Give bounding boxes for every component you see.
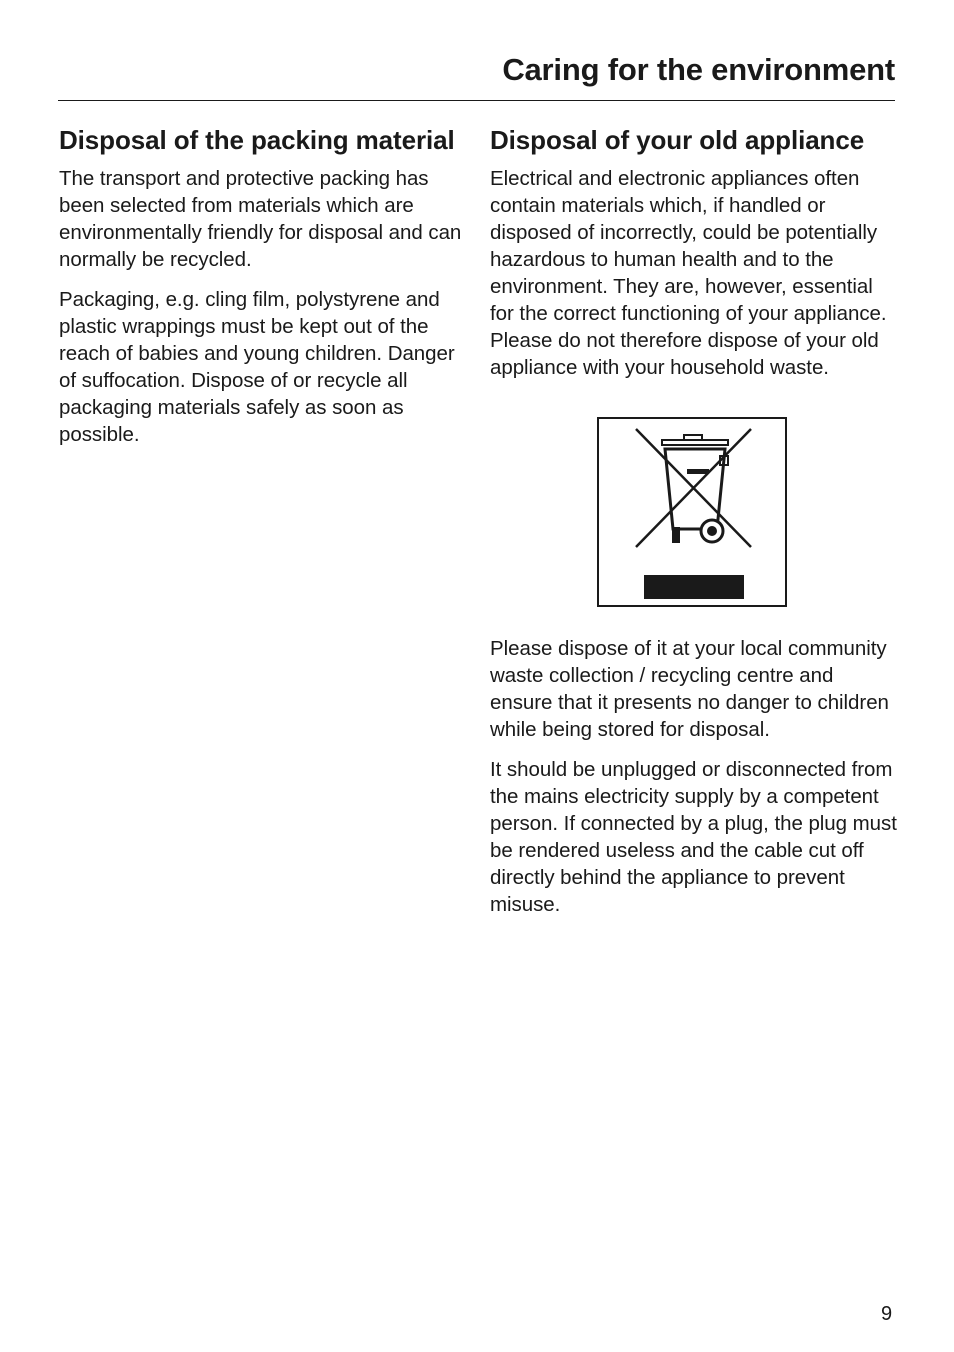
old-appliance-paragraph: Electrical and electronic appliances often contain materials which, if handled or disposed of incorrectly, could be potentially hazardous to human health and to the environment. They are, however, essential for the correct functioning of your appliance. Please do not therefore dispose of your old appliance with your household waste. (490, 167, 887, 379)
old-appliance-section (490, 124, 900, 931)
packing-material-paragraph: Packaging, e.g. cling film, polystyrene and plastic wrappings must be kept out of the reach of babies and young children. Danger of suffocation. Dispose of or recycle all packaging materials safely as soon as possible. (59, 288, 455, 446)
packing-material-section (59, 124, 471, 461)
packing-material-heading: Disposal of the packing material (59, 125, 455, 155)
packing-material-paragraph: The transport and protective packing has been selected from materials which are environmentally friendly for disposal and can normally be recycled. (59, 167, 462, 271)
header-divider (58, 100, 895, 101)
crossed-out-wheelie-bin-icon (599, 419, 785, 605)
old-appliance-heading: Disposal of your old appliance (490, 125, 865, 155)
old-appliance-paragraph: It should be unplugged or disconnected from the mains electricity supply by a competent person. If connected by a plug, the plug must be rendered useless and the cable cut off directly behind the appliance to prevent misuse. (490, 758, 897, 916)
old-appliance-paragraph: Please dispose of it at your local community waste collection / recycling centre and ensure that it presents no danger to children while being stored for disposal. (490, 637, 889, 741)
page-number: 9 (881, 1303, 893, 1325)
page-title: Caring for the environment (502, 52, 895, 87)
weee-symbol-box (597, 417, 787, 607)
